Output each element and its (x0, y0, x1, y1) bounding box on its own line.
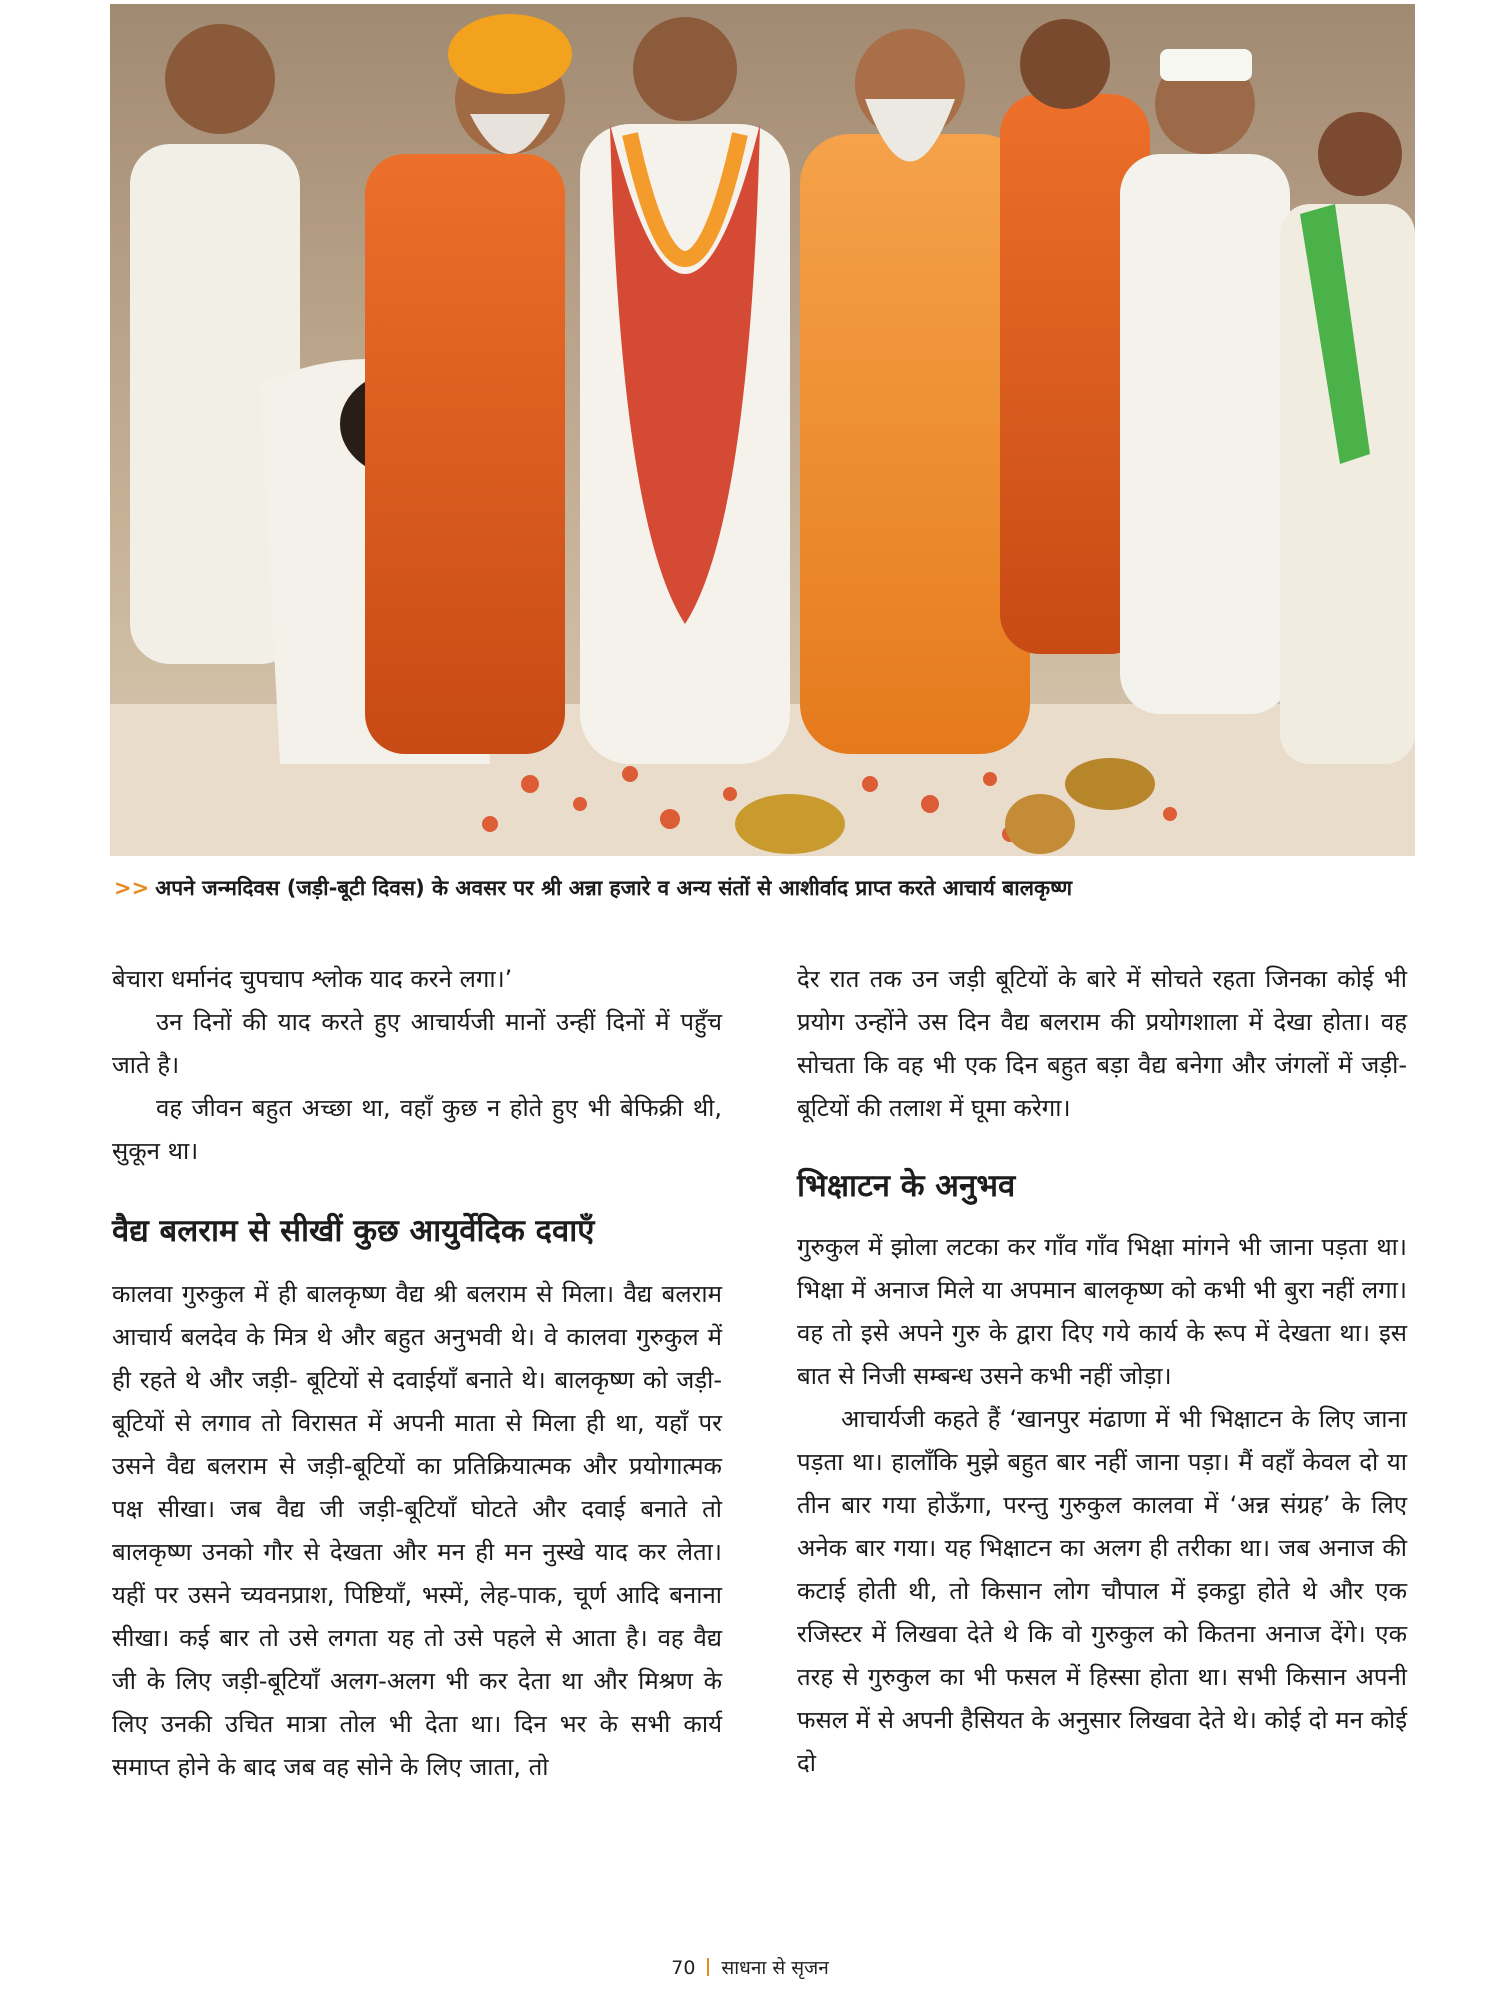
page-number: 70 (671, 1957, 696, 1979)
caption-marker: >> (114, 876, 150, 900)
paragraph: कालवा गुरुकुल में ही बालकृष्ण वैद्य श्री बलराम से मिला। वैद्य बलराम आचार्य बलदेव के मित्र थे और बहुत अनुभवी थे। वे कालवा गुरुकुल में ही रहते थे और जड़ी- बूटियों से दवाईयाँ बनाते थे। बालकृष्ण को जड़ी-बूटियों से लगाव तो विरासत में अपनी माता से मिला ही था, यहाँ पर उसने वैद्य बलराम से जड़ी-बूटियों का प्रतिक्रियात्मक और प्रयोगात्मक पक्ष सीखा। जब वैद्य जी जड़ी-बूटियाँ घोटते और दवाई बनाते तो बालकृष्ण उनको गौर से देखता और मन ही मन नुस्खे याद कर लेता। यहीं पर उसने च्यवनप्राश, पिष्टियाँ, भस्में, लेह-पाक, चूर्ण आदि बनाना सीखा। कई बार तो उसे लगता यह तो उसे पहले से आता है। वह वैद्य जी के लिए जड़ी-बूटियाँ अलग-अलग भी कर देता था और मिश्रण के लिए उनकी उचित मात्रा तोल भी देता था। दिन भर के सभी कार्य समाप्त होने के बाद जब वह सोने के लिए जाता, तो (112, 1280, 722, 1781)
paragraph: देर रात तक उन जड़ी बूटियों के बारे में सोचते रहता जिनका कोई भी प्रयोग उन्होंने उस दिन वैद्य बलराम की प्रयोगशाला में देखा होता। वह सोचता कि वह भी एक दिन बहुत बड़ा वैद्य बनेगा और जंगलों में जड़ी-बूटियों की तलाश में घूमा करेगा। (797, 965, 1407, 1122)
section-heading: वैद्य बलराम से सीखीं कुछ आयुर्वेदिक दवाएँ (112, 1213, 595, 1249)
paragraph: वह जीवन बहुत अच्छा था, वहाँ कुछ न होते हुए भी बेफिक्री थी, सुकून था। (112, 1094, 722, 1165)
left-column (112, 958, 722, 1789)
paragraph: उन दिनों की याद करते हुए आचार्यजी मानों उन्हीं दिनों में पहुँच जाते है। (112, 1008, 722, 1079)
section-heading: भिक्षाटन के अनुभव (797, 1168, 1016, 1204)
page-footer (0, 1954, 1500, 1980)
photo-illustration (110, 4, 1415, 856)
paragraph: गुरुकुल में झोला लटका कर गाँव गाँव भिक्षा मांगने भी जाना पड़ता था। भिक्षा में अनाज मिले या अपमान बालकृष्ण को कभी भी बुरा नहीं लगा। वह तो इसे अपने गुरु के द्वारा दिए गये कार्य के रूप में देखता था। इस बात से निजी सम्बन्ध उसने कभी नहीं जोड़ा। (797, 1233, 1407, 1390)
event-photo (110, 4, 1415, 856)
right-column (797, 958, 1407, 1785)
caption-text: अपने जन्मदिवस (जड़ी-बूटी दिवस) के अवसर पर श्री अन्ना हजारे व अन्य संतों से आशीर्वाद प्राप्त करते आचार्य बालकृष्ण (155, 876, 1073, 900)
book-title: साधना से सृजन (721, 1957, 829, 1979)
paragraph: आचार्यजी कहते हैं ‘खानपुर मंढाणा में भी भिक्षाटन के लिए जाना पड़ता था। हालाँकि मुझे बहुत बार नहीं जाना पड़ा। मैं वहाँ केवल दो या तीन बार गया होऊँगा, परन्तु गुरुकुल कालवा में ‘अन्न संग्रह’ के लिए अनेक बार गया। यह भिक्षाटन का अलग ही तरीका था। जब अनाज की कटाई होती थी, तो किसान लोग चौपाल में इकट्ठा होते थे और एक रजिस्टर में लिखवा देते थे कि वो गुरुकुल को कितना अनाज देंगे। एक तरह से गुरुकुल का भी फसल में हिस्सा होता था। सभी किसान अपनी फसल में से अपनी हैसियत के अनुसार लिखवा देते थे। कोई दो मन कोई दो (797, 1405, 1407, 1777)
footer-divider (707, 1958, 709, 1976)
paragraph: बेचारा धर्मानंद चुपचाप श्लोक याद करने लगा।’ (112, 965, 513, 993)
photo-caption (114, 874, 1414, 902)
